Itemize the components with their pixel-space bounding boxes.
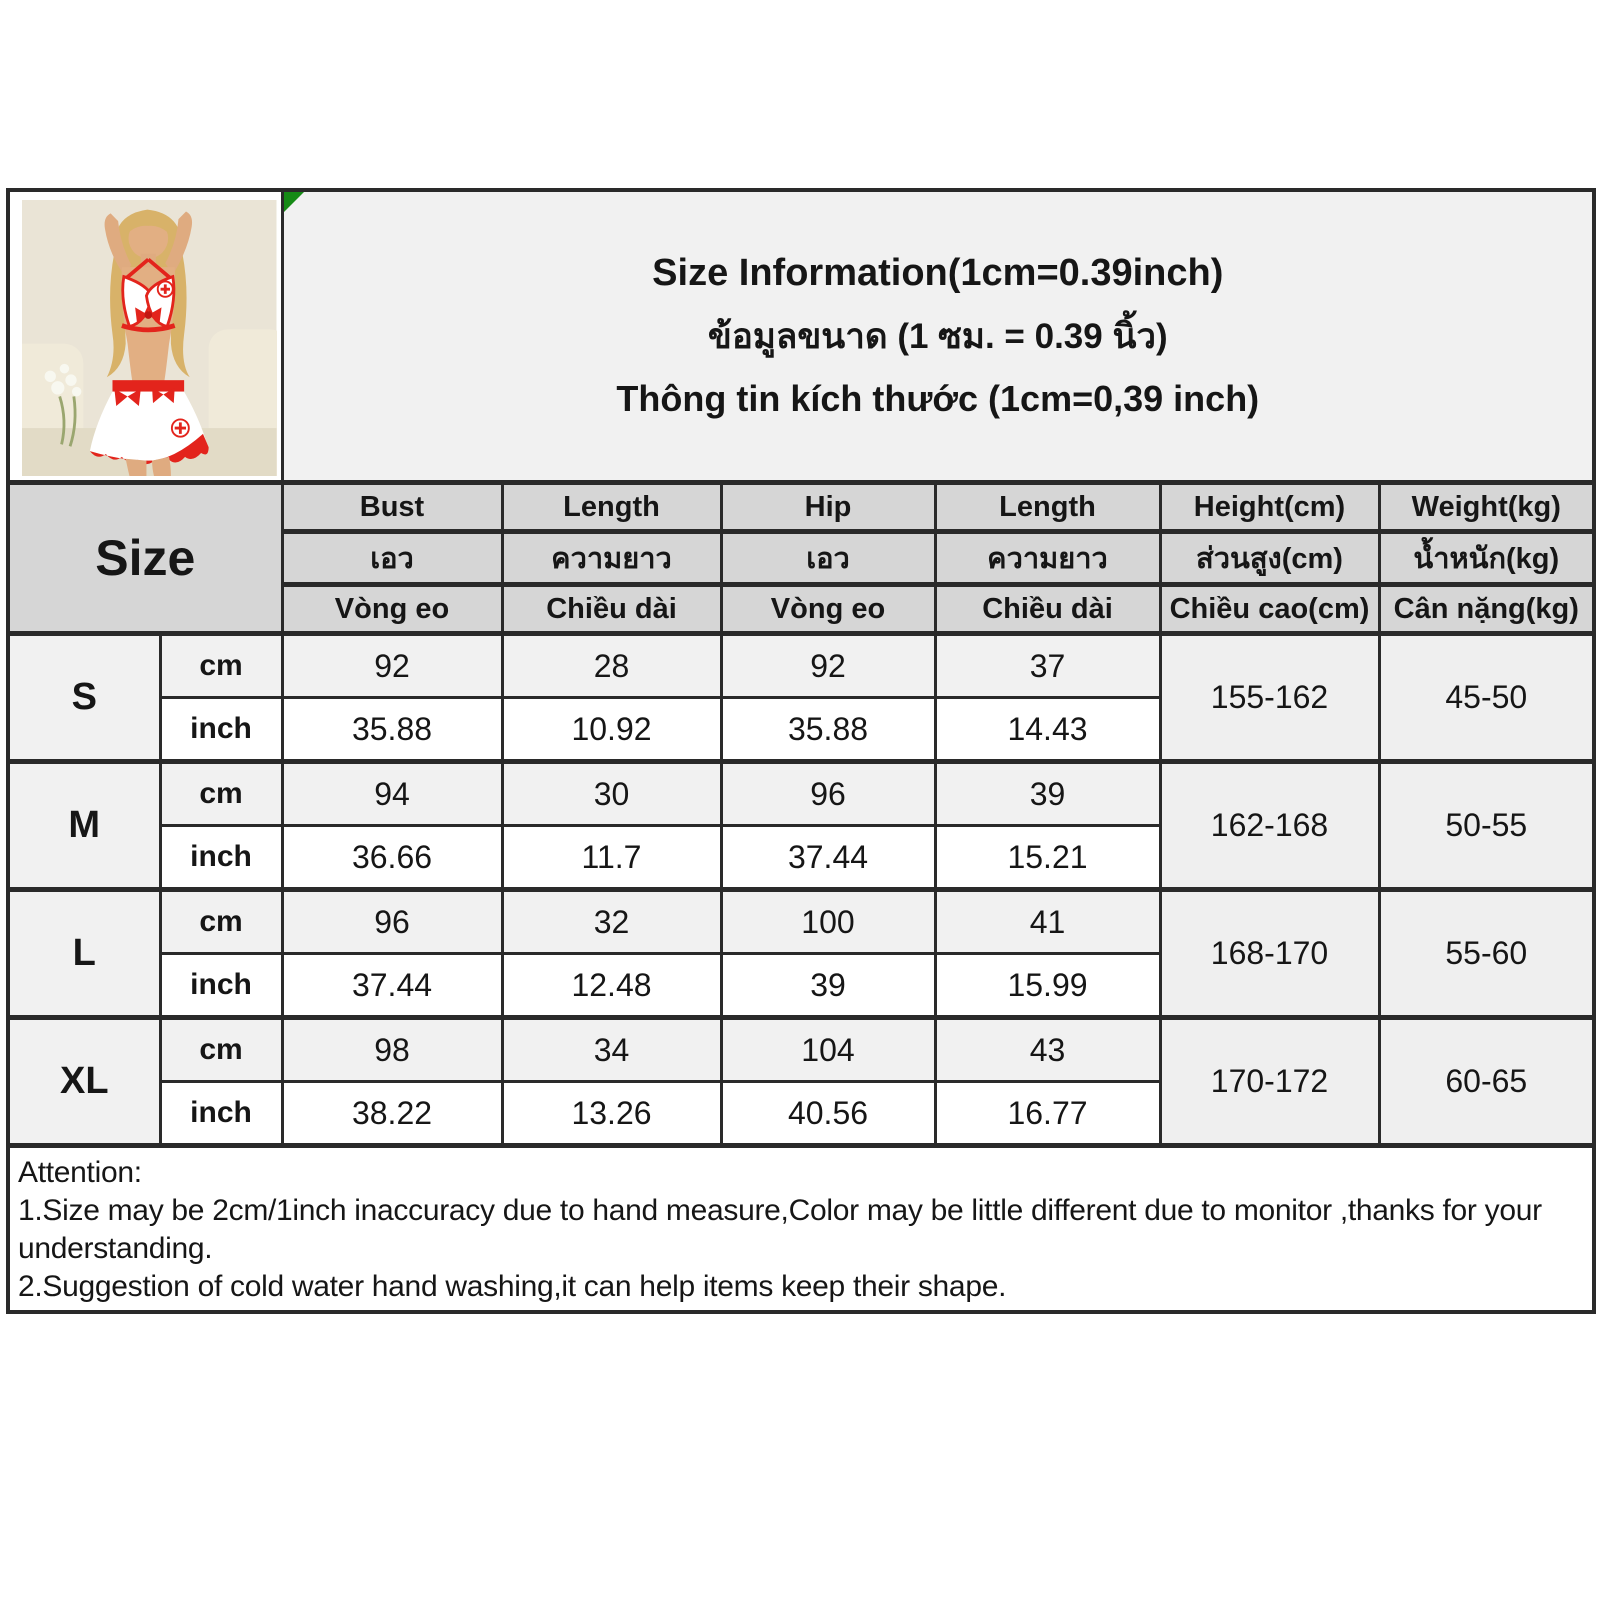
value-cell: 98 [282, 1018, 502, 1082]
unit-cell: inch [160, 826, 282, 890]
title-english: Size Information(1cm=0.39inch) [652, 252, 1224, 294]
row-xl-cm [8, 1018, 1594, 1082]
attention-heading: Attention: [18, 1156, 142, 1189]
value-cell: 96 [721, 762, 935, 826]
title-thai: ข้อมูลขนาด (1 ซม. = 0.39 นิ้ว) [707, 317, 1168, 356]
cell-corner-marker-icon [284, 192, 304, 212]
value-cell: 15.21 [935, 826, 1160, 890]
unit-cell: cm [160, 762, 282, 826]
weight-cell: 50-55 [1379, 762, 1594, 890]
size-chart-sheet [6, 188, 1592, 1314]
title-cell [282, 190, 1594, 483]
col-header-length1-vi: Chiều dài [502, 585, 721, 634]
value-cell: 34 [502, 1018, 721, 1082]
value-cell: 39 [721, 954, 935, 1018]
value-cell: 96 [282, 890, 502, 954]
value-cell: 16.77 [935, 1082, 1160, 1146]
header-row-english [8, 483, 1594, 532]
value-cell: 14.43 [935, 698, 1160, 762]
value-cell: 40.56 [721, 1082, 935, 1146]
value-cell: 94 [282, 762, 502, 826]
value-cell: 104 [721, 1018, 935, 1082]
photo-title-row [8, 190, 1594, 483]
value-cell: 11.7 [502, 826, 721, 890]
weight-cell: 45-50 [1379, 634, 1594, 762]
value-cell: 37.44 [721, 826, 935, 890]
size-table [6, 188, 1596, 1314]
col-header-length1-th: ความยาว [502, 532, 721, 585]
value-cell: 36.66 [282, 826, 502, 890]
value-cell: 41 [935, 890, 1160, 954]
value-cell: 37 [935, 634, 1160, 698]
row-s-cm [8, 634, 1594, 698]
value-cell: 12.48 [502, 954, 721, 1018]
value-cell: 35.88 [282, 698, 502, 762]
height-cell: 155-162 [1160, 634, 1379, 762]
col-header-height-th: ส่วนสูง(cm) [1160, 532, 1379, 585]
col-header-length1-en: Length [502, 483, 721, 532]
value-cell: 92 [721, 634, 935, 698]
product-photo-cell [8, 190, 282, 483]
attention-note-1: 1.Size may be 2cm/1inch inaccuracy due to hand measure,Color may be little different due to monitor ,thanks for your [18, 1194, 1542, 1227]
size-cell-l: L [8, 890, 160, 1018]
unit-cell: cm [160, 890, 282, 954]
weight-cell: 55-60 [1379, 890, 1594, 1018]
row-m-cm [8, 762, 1594, 826]
col-header-height-en: Height(cm) [1160, 483, 1379, 532]
col-header-weight-th: น้ำหนัก(kg) [1379, 532, 1594, 585]
title-vietnamese: Thông tin kích thước (1cm=0,39 inch) [616, 378, 1260, 419]
col-header-length2-th: ความยาว [935, 532, 1160, 585]
value-cell: 13.26 [502, 1082, 721, 1146]
value-cell: 100 [721, 890, 935, 954]
unit-cell: inch [160, 698, 282, 762]
col-header-weight-en: Weight(kg) [1379, 483, 1594, 532]
col-header-length2-en: Length [935, 483, 1160, 532]
value-cell: 43 [935, 1018, 1160, 1082]
col-header-height-vi: Chiều cao(cm) [1160, 585, 1379, 634]
col-header-weight-vi: Cân nặng(kg) [1379, 585, 1594, 634]
height-cell: 170-172 [1160, 1018, 1379, 1146]
size-cell-xl: XL [8, 1018, 160, 1146]
col-header-hip-vi: Vòng eo [721, 585, 935, 634]
size-cell-s: S [8, 634, 160, 762]
unit-cell: inch [160, 1082, 282, 1146]
col-header-bust-th: เอว [282, 532, 502, 585]
value-cell: 30 [502, 762, 721, 826]
col-header-bust-vi: Vòng eo [282, 585, 502, 634]
value-cell: 28 [502, 634, 721, 698]
unit-cell: inch [160, 954, 282, 1018]
height-cell: 168-170 [1160, 890, 1379, 1018]
value-cell: 37.44 [282, 954, 502, 1018]
value-cell: 92 [282, 634, 502, 698]
product-photo [22, 200, 277, 476]
unit-cell: cm [160, 634, 282, 698]
row-l-cm [8, 890, 1594, 954]
col-header-length2-vi: Chiều dài [935, 585, 1160, 634]
col-header-bust-en: Bust [282, 483, 502, 532]
value-cell: 32 [502, 890, 721, 954]
value-cell: 35.88 [721, 698, 935, 762]
unit-cell: cm [160, 1018, 282, 1082]
col-header-hip-th: เอว [721, 532, 935, 585]
size-cell-m: M [8, 762, 160, 890]
value-cell: 38.22 [282, 1082, 502, 1146]
value-cell: 15.99 [935, 954, 1160, 1018]
attention-note-2: 2.Suggestion of cold water hand washing,it can help items keep their shape. [18, 1270, 1007, 1303]
value-cell: 39 [935, 762, 1160, 826]
col-header-hip-en: Hip [721, 483, 935, 532]
attention-notes [8, 1146, 1594, 1313]
height-cell: 162-168 [1160, 762, 1379, 890]
size-header: Size [8, 483, 282, 634]
value-cell: 10.92 [502, 698, 721, 762]
attention-row [8, 1146, 1594, 1313]
weight-cell: 60-65 [1379, 1018, 1594, 1146]
attention-note-1-cont: understanding. [18, 1232, 213, 1265]
